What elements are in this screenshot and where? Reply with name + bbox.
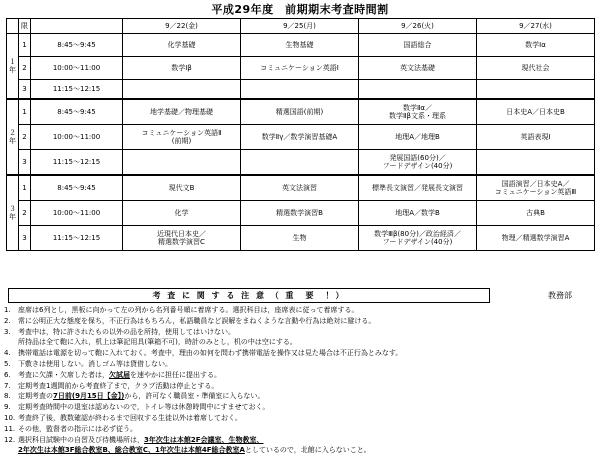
exam-subject-cell: 発展国語(60分)／ フードデザイン(40分) bbox=[359, 150, 477, 176]
note-number: 7. bbox=[4, 381, 11, 390]
note-number: 6. bbox=[4, 370, 11, 379]
schedule-row bbox=[7, 175, 595, 201]
note-number: 12. bbox=[4, 435, 16, 444]
exam-subject-cell: 地学基礎／物理基礎 bbox=[123, 99, 241, 125]
note-item bbox=[4, 424, 596, 435]
note-emphasis: 7日前(9月15日【金】) bbox=[53, 392, 125, 401]
period-header: 限 bbox=[19, 19, 31, 34]
department-label: 教務部 bbox=[548, 291, 572, 300]
time-slot: 10:00～11:00 bbox=[31, 125, 123, 150]
note-item bbox=[4, 391, 596, 402]
day-header: 9／27(水) bbox=[477, 19, 595, 34]
note-item bbox=[4, 337, 596, 348]
exam-subject-cell: 現代文B bbox=[123, 175, 241, 201]
note-item bbox=[4, 435, 596, 446]
note-number: 4. bbox=[4, 349, 11, 358]
note-number: 2. bbox=[4, 316, 11, 325]
exam-subject-cell: 古典B bbox=[477, 201, 595, 226]
exam-subject-cell: 日本史A／日本史B bbox=[477, 99, 595, 125]
note-item bbox=[4, 348, 596, 359]
exam-subject-cell bbox=[477, 80, 595, 100]
note-text: を速やかに担任に提出する。 bbox=[130, 370, 221, 379]
time-slot: 10:00～11:00 bbox=[31, 201, 123, 226]
period-number: 1 bbox=[19, 34, 31, 57]
period-number: 3 bbox=[19, 150, 31, 176]
note-text: 所持品は全て鞄に入れ，机上は筆記用具(筆箱不可)，時計のみとし，机の中は空にする。 bbox=[18, 338, 297, 347]
note-number: 8. bbox=[4, 392, 11, 401]
exam-subject-cell: 英文法演習 bbox=[241, 175, 359, 201]
time-slot: 11:15～12:15 bbox=[31, 150, 123, 176]
period-number: 1 bbox=[19, 175, 31, 201]
note-text: から，許可なく職員室・準備室に入らない。 bbox=[124, 392, 265, 401]
exam-subject-cell bbox=[123, 150, 241, 176]
period-number: 2 bbox=[19, 57, 31, 80]
exam-subject-cell: 英語表現Ⅰ bbox=[477, 125, 595, 150]
note-item bbox=[4, 381, 596, 392]
exam-subject-cell: コミュニケーション英語Ⅰ bbox=[241, 57, 359, 80]
note-item bbox=[4, 327, 596, 338]
exam-subject-cell: 国語演習／日本史A／ コミュニケーション英語Ⅲ bbox=[477, 175, 595, 201]
exam-subject-cell: 数学Ⅱα／ 数学Ⅱβ文系・理系 bbox=[359, 99, 477, 125]
period-number: 2 bbox=[19, 125, 31, 150]
time-slot: 11:15～12:15 bbox=[31, 226, 123, 251]
exam-subject-cell: 化学基礎 bbox=[123, 34, 241, 57]
note-number: 11. bbox=[4, 424, 16, 433]
note-text: 考査終了後，教数確認が終わるまで回収する生徒以外は着席しておく。 bbox=[18, 413, 242, 422]
schedule-row bbox=[7, 226, 595, 251]
note-item bbox=[4, 305, 596, 316]
exam-subject-cell: 数学Ⅰα bbox=[477, 34, 595, 57]
exam-subject-cell: 数学Ⅰβ bbox=[123, 57, 241, 80]
exam-subject-cell bbox=[477, 150, 595, 176]
note-text: 定期考査1週間前から考査終了まで，クラブ活動は停止とする。 bbox=[18, 381, 219, 390]
note-text: その他，監督者の指示には必ず従う。 bbox=[18, 424, 137, 433]
note-text: 座席は6列とし，黒板に向かって左の列から名列番号順に着席する。選択科目は，座席表に従って着席する。 bbox=[18, 306, 359, 314]
note-emphasis: 2年次生は本館3F総合教室B、総合教室C、1年次生は本館4F総合教室A bbox=[18, 446, 245, 455]
schedule-row bbox=[7, 57, 595, 80]
note-emphasis: 欠試届 bbox=[109, 370, 130, 379]
day-header: 9／25(月) bbox=[241, 19, 359, 34]
exam-subject-cell: 数学Ⅱγ／数学演習基礎A bbox=[241, 125, 359, 150]
note-number: 1. bbox=[4, 306, 11, 314]
schedule-row bbox=[7, 34, 595, 57]
note-text: 下敷きは使用しない。消しゴム等は貸借しない。 bbox=[18, 359, 172, 368]
grade-label: ３年 bbox=[7, 175, 19, 251]
header-row bbox=[7, 19, 595, 34]
note-text: 選択科目試験中の自習及び待機場所は， bbox=[18, 435, 144, 444]
exam-subject-cell: 化学 bbox=[123, 201, 241, 226]
period-number: 1 bbox=[19, 99, 31, 125]
exam-subject-cell: 物理／精選数学演習A bbox=[477, 226, 595, 251]
note-text: 考査中は，特に許されたもの以外の品を所持，使用してはいけない。 bbox=[18, 327, 235, 336]
time-slot: 10:00～11:00 bbox=[31, 57, 123, 80]
note-item bbox=[4, 359, 596, 370]
time-slot: 8:45～9:45 bbox=[31, 175, 123, 201]
exam-subject-cell: 生物基礎 bbox=[241, 34, 359, 57]
exam-subject-cell bbox=[241, 80, 359, 100]
time-slot: 8:45～9:45 bbox=[31, 99, 123, 125]
notes-list bbox=[4, 305, 596, 456]
exam-subject-cell bbox=[241, 150, 359, 176]
exam-subject-cell: 地理A／地理B bbox=[359, 125, 477, 150]
note-item bbox=[4, 370, 596, 381]
time-header bbox=[31, 19, 123, 34]
grade-label: １年 bbox=[7, 34, 19, 100]
note-text: としているので，北館に入らないこと。 bbox=[244, 446, 371, 455]
note-item bbox=[4, 445, 596, 456]
exam-subject-cell: 数学Ⅲβ(80分)／政治経済／ フードデザイン(40分) bbox=[359, 226, 477, 251]
corner-cell bbox=[7, 19, 19, 34]
time-slot: 8:45～9:45 bbox=[31, 34, 123, 57]
note-item bbox=[4, 413, 596, 424]
note-text: 定期考査時間中の退室は認めないので，トイレ等は休憩時間中にすませておく。 bbox=[18, 403, 270, 412]
note-item bbox=[4, 402, 596, 413]
exam-subject-cell: 国語総合 bbox=[359, 34, 477, 57]
day-header: 9／26(火) bbox=[359, 19, 477, 34]
period-number: 3 bbox=[19, 80, 31, 100]
schedule-row bbox=[7, 80, 595, 100]
note-number: 9. bbox=[4, 403, 11, 412]
page-title: 平成29年度 前期期末考査時間割 bbox=[211, 3, 389, 16]
exam-subject-cell: 標準長文演習／発展長文演習 bbox=[359, 175, 477, 201]
period-number: 2 bbox=[19, 201, 31, 226]
note-text: 常に公明正大な態度を保ち，不正行為はもちろん，私語職員など誤解をまねくような言動や行為は絶対に避ける。 bbox=[18, 316, 376, 325]
exam-subject-cell: 精選国語(前期) bbox=[241, 99, 359, 125]
note-number: 10. bbox=[4, 413, 16, 422]
note-text: 携帯電話は電源を切って鞄に入れておく。考査中，理由の如何を問わず携帯電話を操作又は見た場合は不正行為とみなす。 bbox=[18, 349, 403, 358]
grade-label: ２年 bbox=[7, 99, 19, 175]
note-text: 定期考査の bbox=[18, 392, 53, 401]
exam-subject-cell: 近現代日本史／ 精選数学演習C bbox=[123, 226, 241, 251]
schedule-row bbox=[7, 125, 595, 150]
note-number: 3. bbox=[4, 327, 11, 336]
exam-subject-cell: 現代社会 bbox=[477, 57, 595, 80]
exam-subject-cell bbox=[123, 80, 241, 100]
note-emphasis: 3年次生は本館2F会議室、生物教室、 bbox=[144, 435, 264, 444]
note-item bbox=[4, 316, 596, 327]
exam-subject-cell: 生物 bbox=[241, 226, 359, 251]
note-number: 5. bbox=[4, 359, 11, 368]
exam-subject-cell: コミュニケーション英語Ⅱ (前期) bbox=[123, 125, 241, 150]
exam-schedule-table bbox=[6, 18, 595, 251]
day-header: 9／22(金) bbox=[123, 19, 241, 34]
exam-subject-cell: 地理A／数学B bbox=[359, 201, 477, 226]
schedule-row bbox=[7, 150, 595, 176]
schedule-row bbox=[7, 99, 595, 125]
notes-heading: 考 査 に 関 す る 注 意 （ 重 要 ！） bbox=[8, 288, 490, 303]
time-slot: 11:15～12:15 bbox=[31, 80, 123, 100]
exam-subject-cell: 精選数学演習B bbox=[241, 201, 359, 226]
schedule-row bbox=[7, 201, 595, 226]
period-number: 3 bbox=[19, 226, 31, 251]
exam-subject-cell bbox=[359, 80, 477, 100]
exam-subject-cell: 英文法基礎 bbox=[359, 57, 477, 80]
note-text: 考査に欠課・欠席した者は， bbox=[18, 370, 109, 379]
